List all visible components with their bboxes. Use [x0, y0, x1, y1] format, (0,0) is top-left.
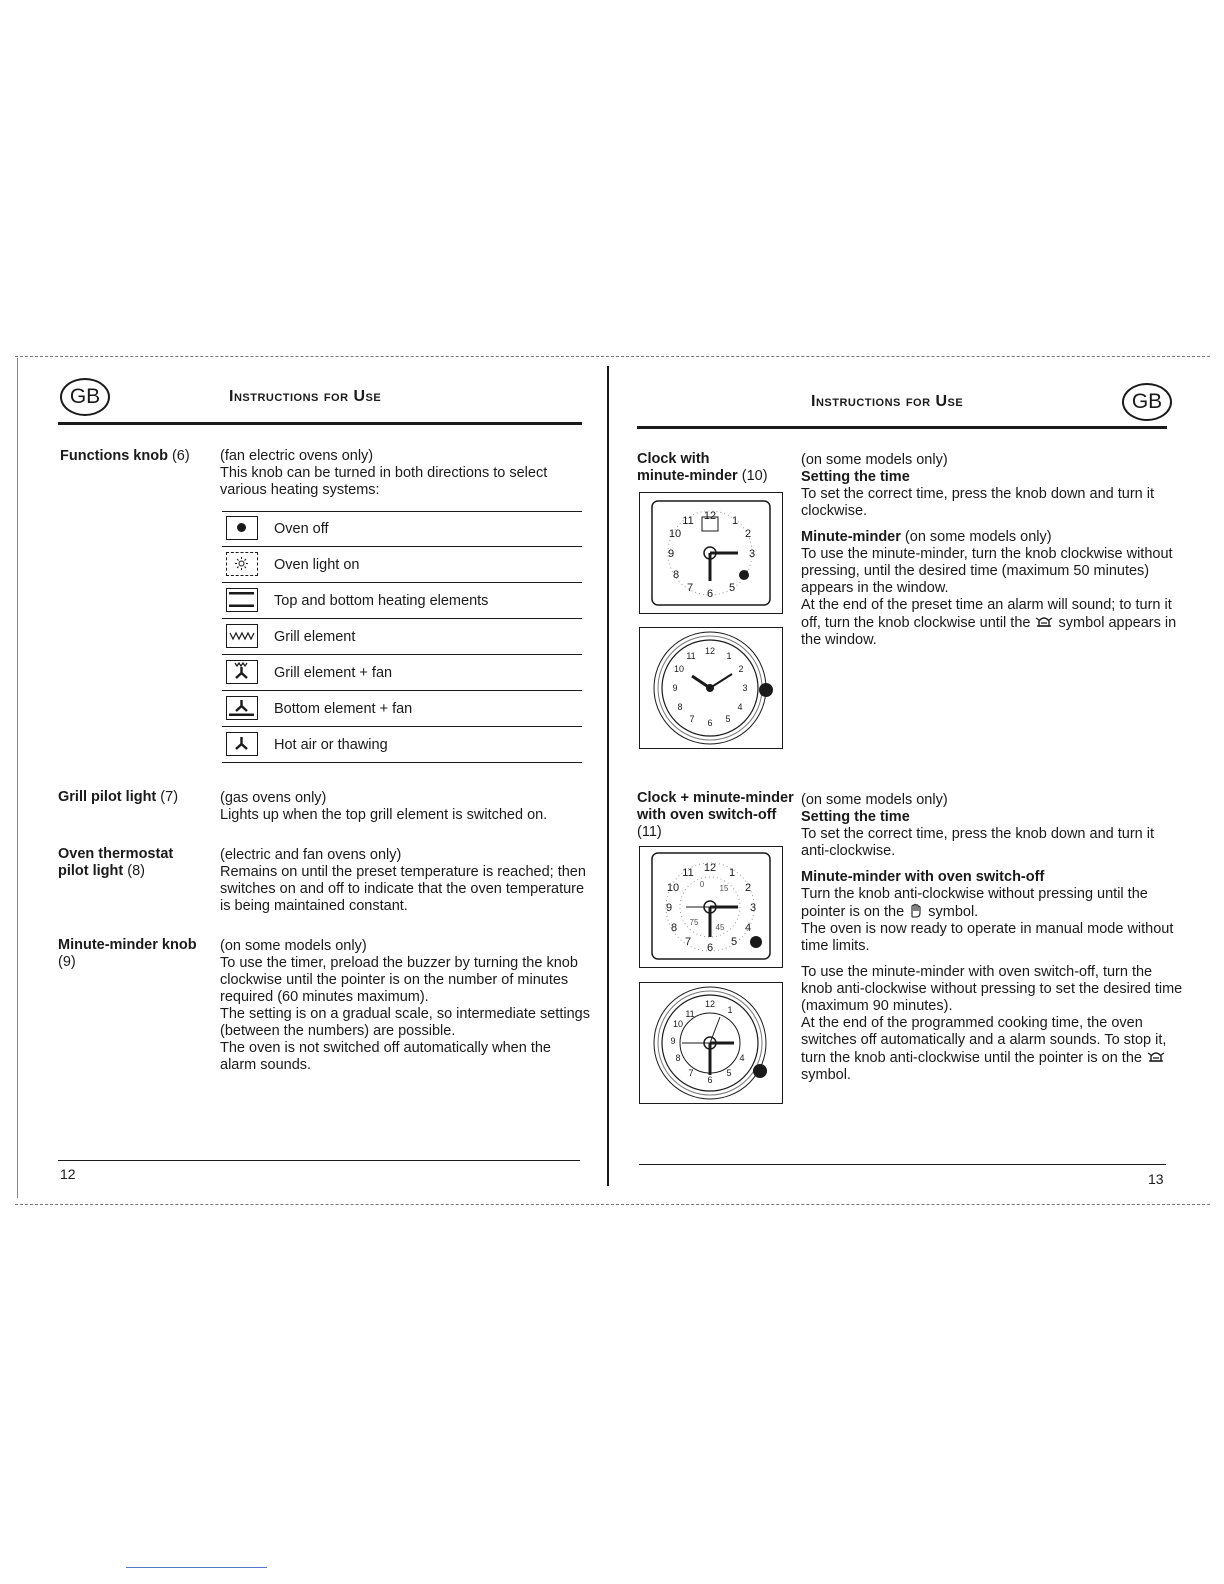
- dial-numeral: 1: [726, 651, 732, 661]
- dial-numeral: 7: [688, 1068, 694, 1078]
- dial-numeral: 9: [672, 683, 678, 693]
- left-scan-border: [17, 358, 18, 1198]
- clock-switchoff-text: (on some models only) Setting the time To set the correct time, press the knob down and turn it anti-clockwise. Minute-minder with oven switch-off Turn the knob anti-clockwise without pressing until the pointer is on the symbol. The oven is now ready to operate in manual mode without time limits. To use the minute-minder with oven switch-off, turn the knob anti-clockwise without pressing to set the desired time (maximum 90 minutes). At the end of the programmed cooking time, the oven switches off automatically and a alarm sounds. To stop it, turn the knob anti-clockwise until the pointer is on the symbol.: [801, 792, 1183, 1083]
- left-page-number: 12: [60, 1166, 76, 1182]
- function-row: [222, 692, 582, 727]
- dial-numeral: 4: [737, 702, 743, 712]
- function-row: [222, 584, 582, 619]
- grill-fan-icon: [226, 660, 258, 684]
- oven-off-icon: [226, 516, 258, 540]
- dial-numeral: 8: [672, 569, 680, 581]
- clock-switchoff-square-diagram: [639, 846, 783, 968]
- top-scan-edge: [15, 356, 1210, 357]
- dial-numeral: 1: [727, 1005, 733, 1015]
- dial-numeral: 11: [682, 515, 694, 527]
- right-header-rule: [637, 426, 1167, 429]
- dial-numeral: 7: [684, 936, 692, 948]
- dial-numeral: 2: [738, 664, 744, 674]
- hot-air-icon: [226, 732, 258, 756]
- dial-numeral: 5: [730, 936, 738, 948]
- clock-minder-round-diagram: [639, 627, 783, 749]
- left-footer-rule: [58, 1160, 580, 1161]
- minute-minder-knob-label: Minute-minder knob (9): [58, 937, 197, 970]
- dial-numeral: 1: [731, 515, 739, 527]
- oven-light-icon: [226, 552, 258, 576]
- top-bottom-heating-icon: [226, 588, 258, 612]
- dial-numeral: 12: [704, 646, 716, 656]
- dial-numeral: 8: [675, 1053, 681, 1063]
- left-header-rule: [58, 422, 582, 425]
- dial-numeral: 11: [682, 867, 694, 879]
- dial-numeral: 3: [748, 548, 756, 560]
- dial-numeral: 5: [725, 714, 731, 724]
- dial-numeral: 10: [672, 1019, 684, 1029]
- dial-numeral: 12: [703, 510, 717, 522]
- alarm-bell-icon: [1034, 614, 1054, 629]
- minute-mark: 75: [689, 918, 699, 927]
- dial-numeral: 5: [728, 582, 736, 594]
- function-label: Top and bottom heating elements: [274, 593, 489, 609]
- dial-numeral: 10: [666, 882, 680, 894]
- hand-icon: [908, 903, 924, 918]
- minute-mark: 0: [699, 880, 705, 889]
- dial-numeral: 9: [670, 1036, 676, 1046]
- clock-minder-label: Clock with minute-minder (10): [637, 451, 768, 484]
- dial-numeral: 4: [739, 1053, 745, 1063]
- dial-numeral: 7: [686, 582, 694, 594]
- function-label: Hot air or thawing: [274, 737, 388, 753]
- dial-numeral: 5: [726, 1068, 732, 1078]
- functions-knob-text: (fan electric ovens only) This knob can be turned in both directions to select various heating systems:: [220, 448, 548, 498]
- dial-numeral: 4: [744, 922, 752, 934]
- minute-mark: 45: [715, 923, 725, 932]
- gb-badge-right: GB: [1122, 383, 1172, 421]
- function-label: Grill element + fan: [274, 665, 393, 681]
- bottom-fan-icon: [226, 696, 258, 720]
- dial-numeral: 11: [686, 651, 696, 661]
- dial-numeral: 9: [665, 902, 673, 914]
- bottom-scan-edge: [15, 1204, 1210, 1205]
- dial-numeral: 7: [689, 714, 695, 724]
- function-row: [222, 548, 582, 583]
- clock-minder-text: (on some models only) Setting the time To set the correct time, press the knob down and turn it clockwise. Minute-minder (on some models only) To use the minute-minder, turn the knob clockwise without pressing, until the desired time (maximum 50 minutes) appears in the window. At the end of the preset time an alarm will sound; to turn it off, turn the knob clockwise until the symbol appears in the window.: [801, 452, 1177, 648]
- function-label: Oven light on: [274, 557, 360, 573]
- center-fold: [607, 366, 609, 1186]
- function-row: [222, 620, 582, 655]
- dial-numeral: 12: [704, 999, 716, 1009]
- dial-numeral: 8: [677, 702, 683, 712]
- dial-numeral: 6: [706, 942, 714, 954]
- function-row: [222, 512, 582, 547]
- dial-numeral: 2: [744, 528, 752, 540]
- dial-numeral: 6: [706, 588, 714, 600]
- grill-pilot-label: Grill pilot light (7): [58, 789, 179, 805]
- dial-numeral: 12: [703, 862, 717, 874]
- function-row: [222, 728, 582, 763]
- dial-numeral: 2: [744, 882, 752, 894]
- dial-numeral: 3: [742, 683, 748, 693]
- gb-badge-left: GB: [60, 378, 110, 416]
- thermostat-pilot-label: Oven thermostat pilot light (8): [58, 846, 174, 879]
- grill-pilot-text: (gas ovens only) Lights up when the top grill element is switched on.: [220, 790, 548, 823]
- minute-mark: 15: [719, 884, 729, 893]
- right-page-header: Instructions for Use: [811, 393, 964, 410]
- left-page-header: Instructions for Use: [229, 388, 382, 405]
- dial-numeral: 9: [667, 548, 675, 560]
- minute-minder-knob-text: (on some models only) To use the timer, preload the buzzer by turning the knob clockwise until the pointer is on the number of minutes required (60 minutes maximum). The setting is on a gradual scale, so intermediate settings (between the numbers) are possible. The oven is not switched off automatically when the alarm sounds.: [220, 938, 590, 1073]
- functions-knob-label: Functions knob (6): [60, 448, 190, 464]
- clock-switchoff-round-diagram: [639, 982, 783, 1104]
- clock-switchoff-label: Clock + minute-minder with oven switch-off (11): [637, 790, 794, 840]
- dial-numeral: 11: [685, 1009, 695, 1019]
- right-page-number: 13: [1148, 1171, 1164, 1187]
- dial-numeral: 10: [673, 664, 685, 674]
- dial-numeral: 8: [670, 922, 678, 934]
- clock-minder-square-diagram: [639, 492, 783, 614]
- function-label: Oven off: [274, 521, 329, 537]
- function-label: Grill element: [274, 629, 356, 645]
- function-row: [222, 656, 582, 691]
- dial-numeral: 6: [707, 1075, 713, 1085]
- dial-numeral: 6: [707, 718, 713, 728]
- function-label: Bottom element + fan: [274, 701, 413, 717]
- alarm-bell-icon: [1146, 1049, 1166, 1064]
- dial-numeral: 10: [668, 528, 682, 540]
- grill-element-icon: [226, 624, 258, 648]
- dial-numeral: 3: [749, 902, 757, 914]
- thermostat-pilot-text: (electric and fan ovens only) Remains on until the preset temperature is reached; then switches on and off to indicate that the oven temperature is being maintained constant.: [220, 847, 586, 914]
- bottom-blue-line: [126, 1567, 267, 1568]
- dial-numeral: 1: [728, 867, 736, 879]
- right-footer-rule: [639, 1164, 1166, 1165]
